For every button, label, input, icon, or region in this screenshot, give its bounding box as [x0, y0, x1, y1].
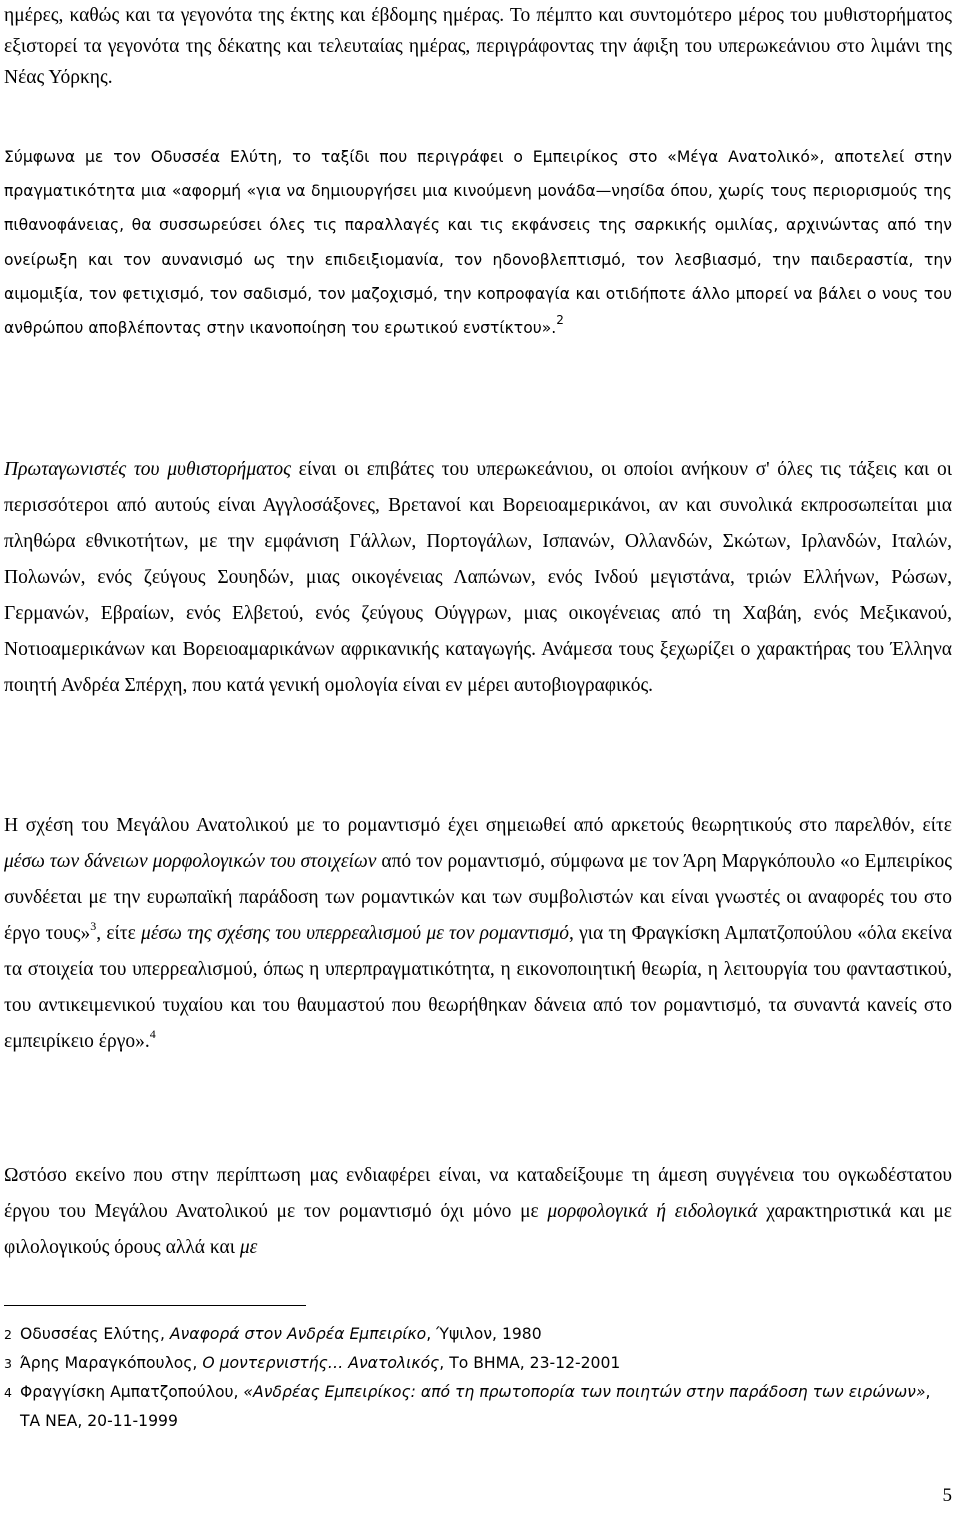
footnote-title: Αναφορά στον Ανδρέα Εμπειρίκο [169, 1325, 427, 1343]
footnote-author: Άρης Μαραγκόπουλος, [20, 1354, 203, 1372]
paragraph-intro-text: ημέρες, καθώς και τα γεγονότα της έκτης και έβδομης ημέρας. Το πέμπτο και συντομότερο μέρος του μυθιστορήματος εξιστορεί τα γεγονότα της δέκατης και τελευταίας ημέρας, περιγράφοντας την άφιξη του υπερωκεάνιου στο λιμάνι της Νέας Υόρκης. [4, 5, 952, 88]
footnote-title: Ο μοντερνιστής… Ανατολικός [202, 1354, 440, 1372]
footnote-author: Οδυσσέας Ελύτης, [20, 1325, 170, 1343]
paragraph-elytis-quote-text: Σύμφωνα με τον Οδυσσέα Ελύτη, το ταξίδι που περιγράφει ο Εμπειρίκος στο «Μέγα Ανατολικό», αποτελεί στην πραγματικότητα μια «αφορμή «για να δημιουργήσει μια κινούμενη μονάδα—νησίδα όπου, χωρίς τους περιορισμούς της πιθανοφάνειας, θα συσσωρεύσει όλες τις παραλλαγές και τις εκφάνσεις της σαρκικής ομιλίας, αρχινώντας από την ονείρωξη και τον αυνανισμό ως την επιδειξιομανία, τον ηδονοβλεπτισμό, τον λεσβιασμό, την παιδεραστία, την αιμομιξία, τον φετιχισμό, τον σαδισμό, τον μαζοχισμό, την κοπροφαγία και οτιδήποτε άλλο μπορεί να βάλει ο νους του ανθρώπου αποβλέποντας στην ικανοποίηση του ερωτικού ενστίκτου». [4, 148, 952, 338]
paragraph-conclusion [4, 1158, 952, 1266]
footnote-publisher: , Ύψιλον, 1980 [426, 1325, 542, 1343]
protagonists-text: είναι οι επιβάτες του υπερωκεάνιου, οι οποίοι ανήκουν σ' όλες τις τάξεις και οι περισσότεροι από αυτούς είναι Αγγλοσάξονες, Βρετανοί και Βορειοαμερικάνοι, αν και συνολικά εκπροσωπείται μια πληθώρα εθνικοτήτων, με την εμφάνιση Γάλλων, Πορτογάλων, Ισπανών, Ολλανδών, Σκώτων, Ιρλανδών, Ιταλών, Πολωνών, ενός ζεύγους Σουηδών, μιας οικογένειας Λαπώνων, ενός Ινδού μεγιστάνα, τριών Ελλήνων, Ρώσων, Γερμανών, Εβραίων, ενός Ελβετού, ενός ζεύγους Ούγγρων, μιας οικογένειας από τη Χαβάη, ενός Μεξικανού, Νοτιοαμερικάνων και Βορειοαμαρικάνων αφρικανικής καταγωγής. Ανάμεσα τους ξεχωρίζει ο χαρακτήρας του Έλληνα ποιητή Ανδρέα Σπέρχη, που κατά γενική ομολογία είναι εν μέρει αυτοβιογραφικός. [4, 459, 952, 696]
footnote-ref-3[interactable]: 3 [90, 919, 97, 933]
footnote-publisher: , ΤΑ ΝΕΑ, 20-11-1999 [20, 1383, 931, 1430]
footnote-separator [4, 1305, 306, 1306]
footnote-number: 4 [4, 1385, 12, 1400]
footnote-2 [4, 1320, 954, 1349]
paragraph-protagonists [4, 452, 952, 704]
conclusion-italic1: μορφολογικά ή ειδολογικά [547, 1201, 758, 1222]
footnote-number: 2 [4, 1327, 12, 1342]
footnote-number: 3 [4, 1356, 12, 1371]
footnote-4 [4, 1378, 954, 1436]
footnote-publisher: , Το ΒΗΜΑ, 23-12-2001 [439, 1354, 621, 1372]
conclusion-part1: Ωστόσο εκείνο που στην περίπτωση μας ενδιαφέρει είναι, να καταδείξουμε τη άμεση συγγένεια του ογκωδέστατου έργου του Μεγάλου Ανατολικού με τον ρομαντισμό όχι μόνο με [4, 1165, 952, 1222]
protagonists-lead-italic: Πρωταγωνιστές του μυθιστορήματος [4, 459, 291, 480]
footnote-ref-2[interactable]: 2 [556, 313, 564, 328]
footnote-title: «Ανδρέας Εμπειρίκος: από τη πρωτοπορία των ποιητών στην παράδοση των ειρώνων» [243, 1383, 926, 1401]
romanticism-italic2: μέσω της σχέσης του υπερρεαλισμού με τον ρομαντισμό [141, 923, 570, 944]
footnotes [4, 1320, 954, 1436]
paragraph-intro [4, 0, 952, 93]
footnote-author: Φραγγίσκη Αμπατζοπούλου, [20, 1383, 244, 1401]
footnote-ref-4[interactable]: 4 [149, 1027, 156, 1041]
romanticism-italic1: μέσω των δάνειων μορφολογικών του στοιχείων [4, 851, 377, 872]
romanticism-part2: από τον ρομαντισμό, σύμφωνα με τον Άρη Μαργκόπουλο «ο Εμπειρίκος συνδέεται με την ευρωπαϊκή παράδοση των ρομαντικών και των συμβολιστών και είναι γνωστές οι αναφορές του στο έργο τους» [4, 851, 952, 944]
conclusion-part2: χαρακτηριστικά και με φιλολογικούς όρους αλλά και [4, 1201, 952, 1258]
romanticism-part4: , για τη Φραγκίσκη Αμπατζοπούλου «όλα εκείνα τα στοιχεία του υπερρεαλισμού, όπως η υπερπραγματικότητα, η εικονοποιητική θεωρία, η λειτουργία του φανταστικού, του αντικειμενικού τυχαίου και του θαυμαστού που θεωρήθηκαν δάνεια από τον ρομαντισμό, τα συναντά κανείς στο εμπειρίκειο έργο». [4, 923, 953, 1052]
paragraph-elytis-quote [4, 140, 952, 345]
romanticism-part3: , είτε [96, 923, 142, 944]
romanticism-part1: Η σχέση του Μεγάλου Ανατολικού με το ρομαντισμό έχει σημειωθεί από αρκετούς θεωρητικούς στο παρελθόν, είτε [4, 815, 952, 836]
conclusion-italic2: με [239, 1237, 258, 1258]
footnote-3 [4, 1349, 954, 1378]
page-number: 5 [942, 1485, 952, 1506]
paragraph-romanticism [4, 808, 952, 1060]
